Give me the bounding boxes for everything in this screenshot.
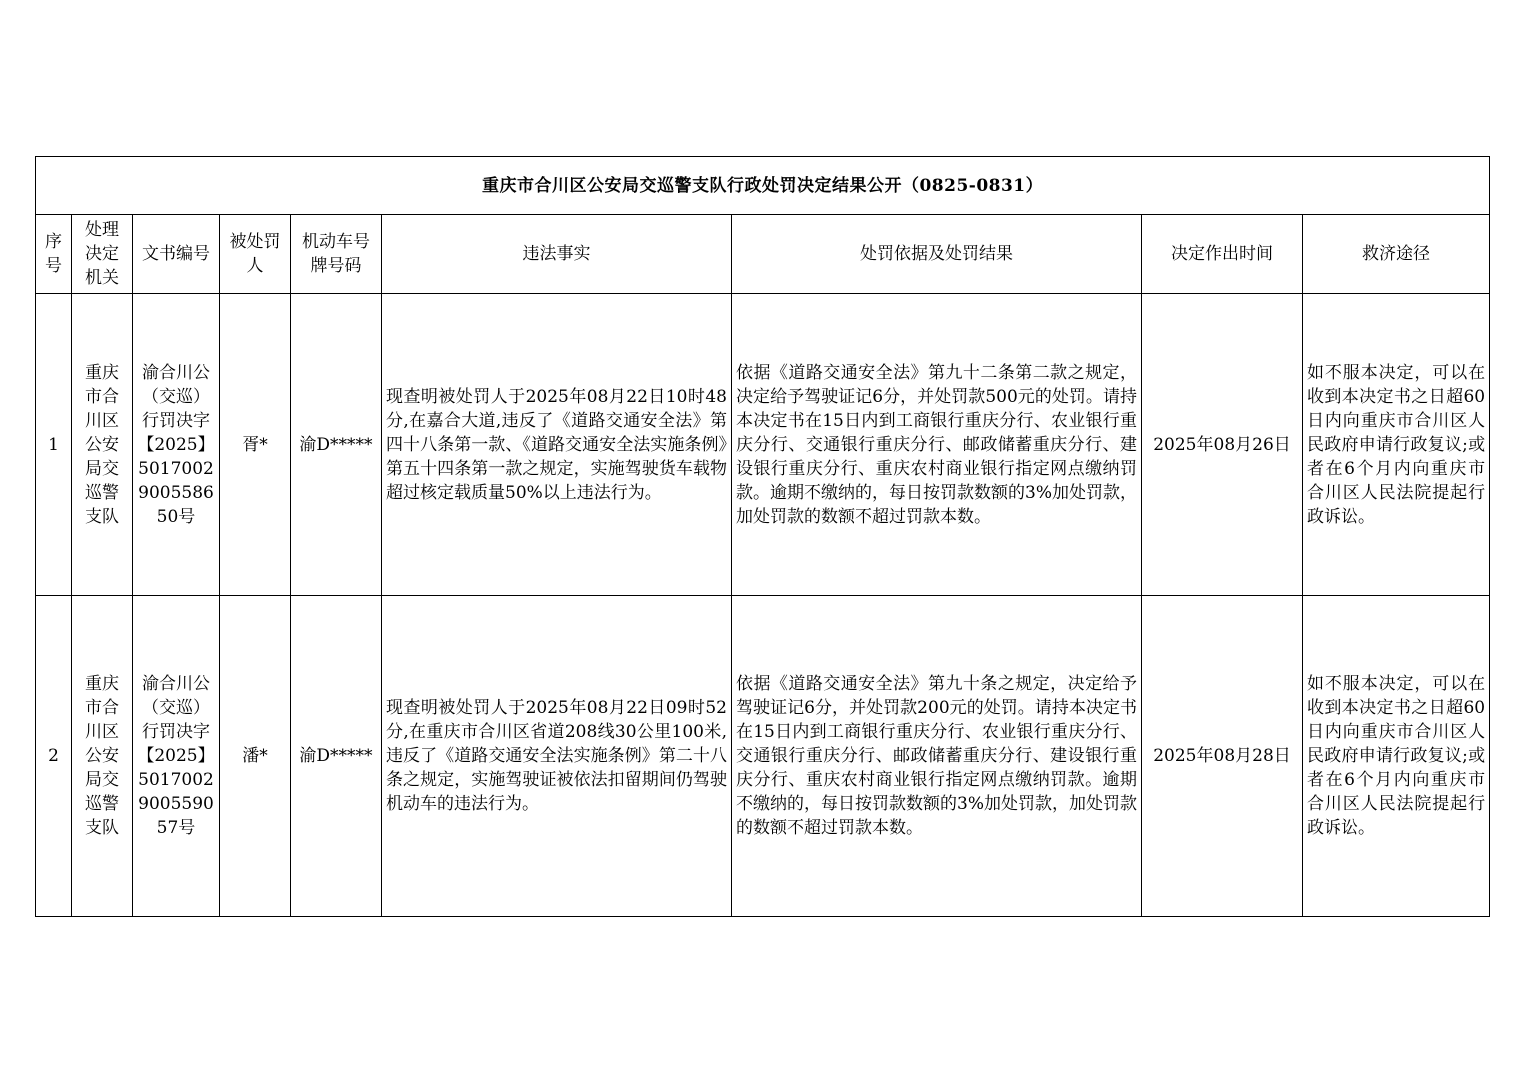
cell-facts: 现查明被处罚人于2025年08月22日09时52分,在重庆市合川区省道208线30公里100米,违反了《道路交通安全法实施条例》第二十八条之规定，实施驾驶证被依法扣留期间仍驾驶机动车的违法行为。 <box>382 596 732 917</box>
header-date: 决定作出时间 <box>1142 215 1303 294</box>
cell-doc-no: 渝合川公（交巡）行罚决字【2025】5017002900559057号 <box>133 596 220 917</box>
header-person: 被处罚人 <box>220 215 291 294</box>
table-row <box>36 596 1490 917</box>
penalty-table <box>35 156 1490 917</box>
cell-authority: 重庆市合川区公安局交巡警支队 <box>72 294 133 596</box>
cell-basis: 依据《道路交通安全法》第九十二条第二款之规定，决定给予驾驶证记6分，并处罚款500元的处罚。请持本决定书在15日内到工商银行重庆分行、农业银行重庆分行、交通银行重庆分行、邮政储蓄重庆分行、建设银行重庆分行、重庆农村商业银行指定网点缴纳罚款。逾期不缴纳的，每日按罚款数额的3%加处罚款，加处罚款的数额不超过罚款本数。 <box>732 294 1142 596</box>
cell-date: 2025年08月28日 <box>1142 596 1303 917</box>
header-doc-no: 文书编号 <box>133 215 220 294</box>
cell-person: 胥* <box>220 294 291 596</box>
table-row <box>36 294 1490 596</box>
cell-seq: 2 <box>36 596 72 917</box>
header-remedy: 救济途径 <box>1303 215 1490 294</box>
cell-facts: 现查明被处罚人于2025年08月22日10时48分,在嘉合大道,违反了《道路交通安全法》第四十八条第一款、《道路交通安全法实施条例》第五十四条第一款之规定，实施驾驶货车载物超过核定载质量50%以上违法行为。 <box>382 294 732 596</box>
header-basis: 处罚依据及处罚结果 <box>732 215 1142 294</box>
cell-remedy: 如不服本决定，可以在收到本决定书之日超60日内向重庆市合川区人民政府申请行政复议;或者在6个月内向重庆市合川区人民法院提起行政诉讼。 <box>1303 596 1490 917</box>
table-header-row <box>36 215 1490 294</box>
cell-seq: 1 <box>36 294 72 596</box>
cell-person: 潘* <box>220 596 291 917</box>
header-authority: 处理决定机关 <box>72 215 133 294</box>
cell-date: 2025年08月26日 <box>1142 294 1303 596</box>
header-facts: 违法事实 <box>382 215 732 294</box>
cell-plate: 渝D***** <box>291 596 382 917</box>
cell-basis: 依据《道路交通安全法》第九十条之规定，决定给予驾驶证记6分，并处罚款200元的处罚。请持本决定书在15日内到工商银行重庆分行、农业银行重庆分行、交通银行重庆分行、邮政储蓄重庆分行、建设银行重庆分行、重庆农村商业银行指定网点缴纳罚款。逾期不缴纳的，每日按罚款数额的3%加处罚款，加处罚款的数额不超过罚款本数。 <box>732 596 1142 917</box>
cell-authority: 重庆市合川区公安局交巡警支队 <box>72 596 133 917</box>
page-title: 重庆市合川区公安局交巡警支队行政处罚决定结果公开（0825-0831） <box>36 157 1490 215</box>
header-plate: 机动车号牌号码 <box>291 215 382 294</box>
cell-plate: 渝D***** <box>291 294 382 596</box>
cell-remedy: 如不服本决定，可以在收到本决定书之日超60日内向重庆市合川区人民政府申请行政复议;或者在6个月内向重庆市合川区人民法院提起行政诉讼。 <box>1303 294 1490 596</box>
cell-doc-no: 渝合川公（交巡）行罚决字【2025】5017002900558650号 <box>133 294 220 596</box>
header-seq: 序号 <box>36 215 72 294</box>
